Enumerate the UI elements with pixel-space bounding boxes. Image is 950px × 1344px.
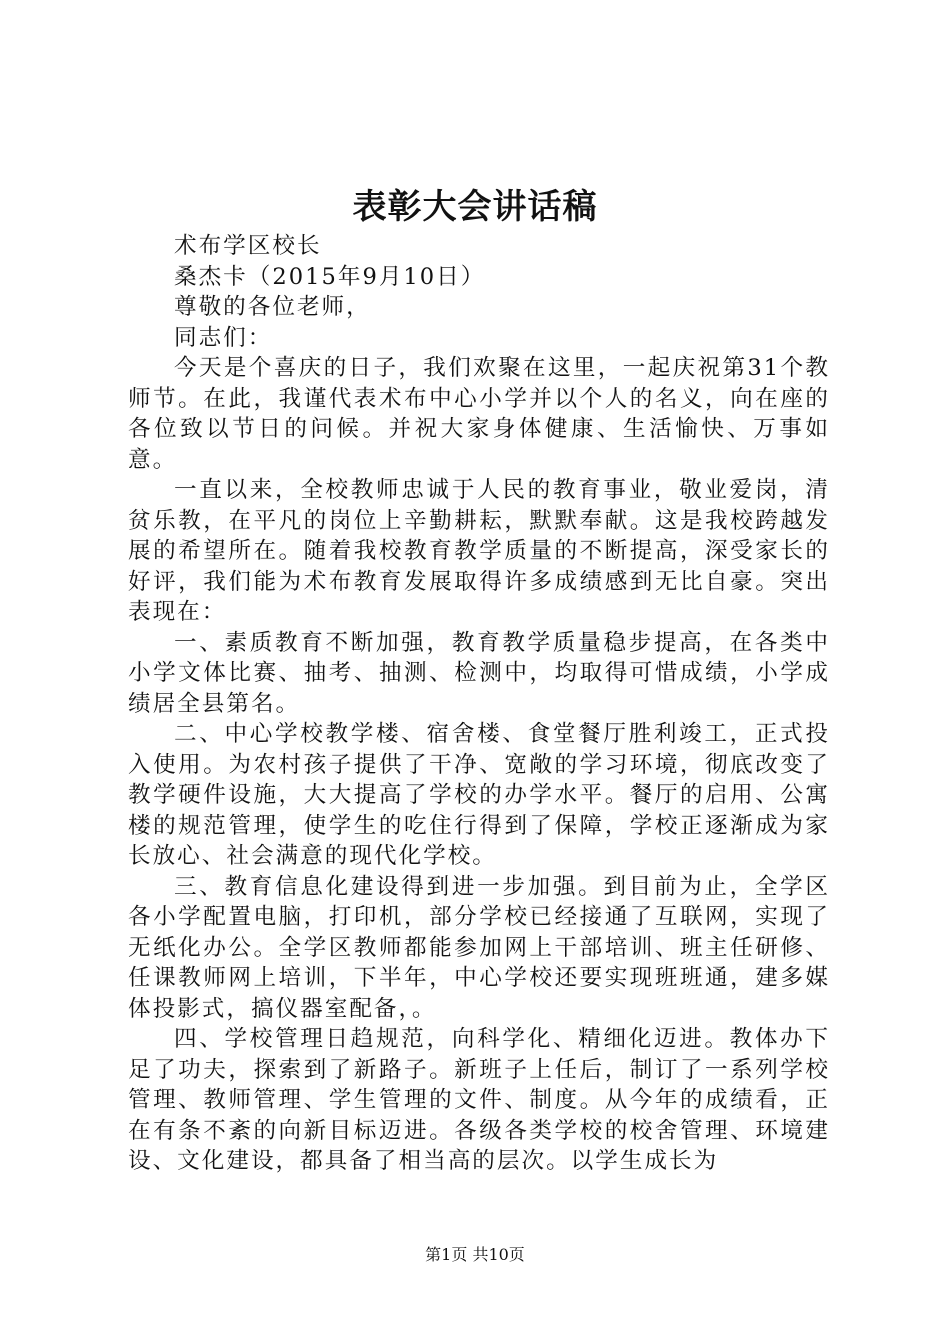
paragraph-2: 一直以来，全校教师忠诚于人民的教育事业，敬业爱岗，清贫乐教，在平凡的岗位上辛勤耕耘，默默奉献。这是我校跨越发展的希望所在。随着我校教育教学质量的不断提高，深受家长的好评，我们能为术布教育发展取得许多成绩感到无比自豪。突出表现在： — [128, 477, 830, 625]
author-date-line: 桑杰卡（2015年9月10日） — [174, 263, 486, 290]
paragraph-3: 一、素质教育不断加强，教育教学质量稳步提高，在各类中小学文体比赛、抽考、抽测、检测中，均取得可惜成绩，小学成绩居全县第名。 — [128, 629, 830, 717]
paragraph-5: 三、教育信息化建设得到进一步加强。到目前为止，全学区各小学配置电脑，打印机，部分学校已经接通了互联网，实现了无纸化办公。全学区教师都能参加网上干部培训、班主任研修、任课教师网上培训，下半年，中心学校还要实现班班通，建多媒体投影式，搞仪器室配备，。 — [128, 873, 830, 1022]
paragraph-6: 四、学校管理日趋规范，向科学化、精细化迈进。教体办下足了功夫，探索到了新路子。新班子上任后，制订了一系列学校管理、教师管理、学生管理的文件、制度。从今年的成绩看，正在有条不紊的向新目标迈进。各级各类学校的校舍管理、环境建设、文化建设，都具备了相当高的层次。以学生成长为 — [128, 1026, 830, 1174]
author-school-line: 术布学区校长 — [174, 233, 322, 259]
document-title: 表彰大会讲话稿 — [352, 187, 598, 227]
salutation-line: 尊敬的各位老师， — [174, 294, 371, 320]
salutation-line-2: 同志们： — [174, 324, 273, 351]
paragraph-1: 今天是个喜庆的日子，我们欢聚在这里，一起庆祝第31个教师节。在此，我谨代表术布中心小学并以个人的名义，向在座的各位致以节日的问候。并祝大家身体健康、生活愉快、万事如意。 — [128, 355, 830, 473]
page-footer: 第1页 共10页 — [425, 1245, 525, 1264]
document-body — [128, 231, 830, 1177]
paragraph-4: 二、中心学校教学楼、宿舍楼、食堂餐厅胜利竣工，正式投入使用。为农村孩子提供了干净、宽敞的学习环境，彻底改变了教学硬件设施，大大提高了学校的办学水平。餐厅的启用、公寓楼的规范管理，使学生的吃住行得到了保障，学校正逐渐成为家长放心、社会满意的现代化学校。 — [128, 721, 830, 869]
